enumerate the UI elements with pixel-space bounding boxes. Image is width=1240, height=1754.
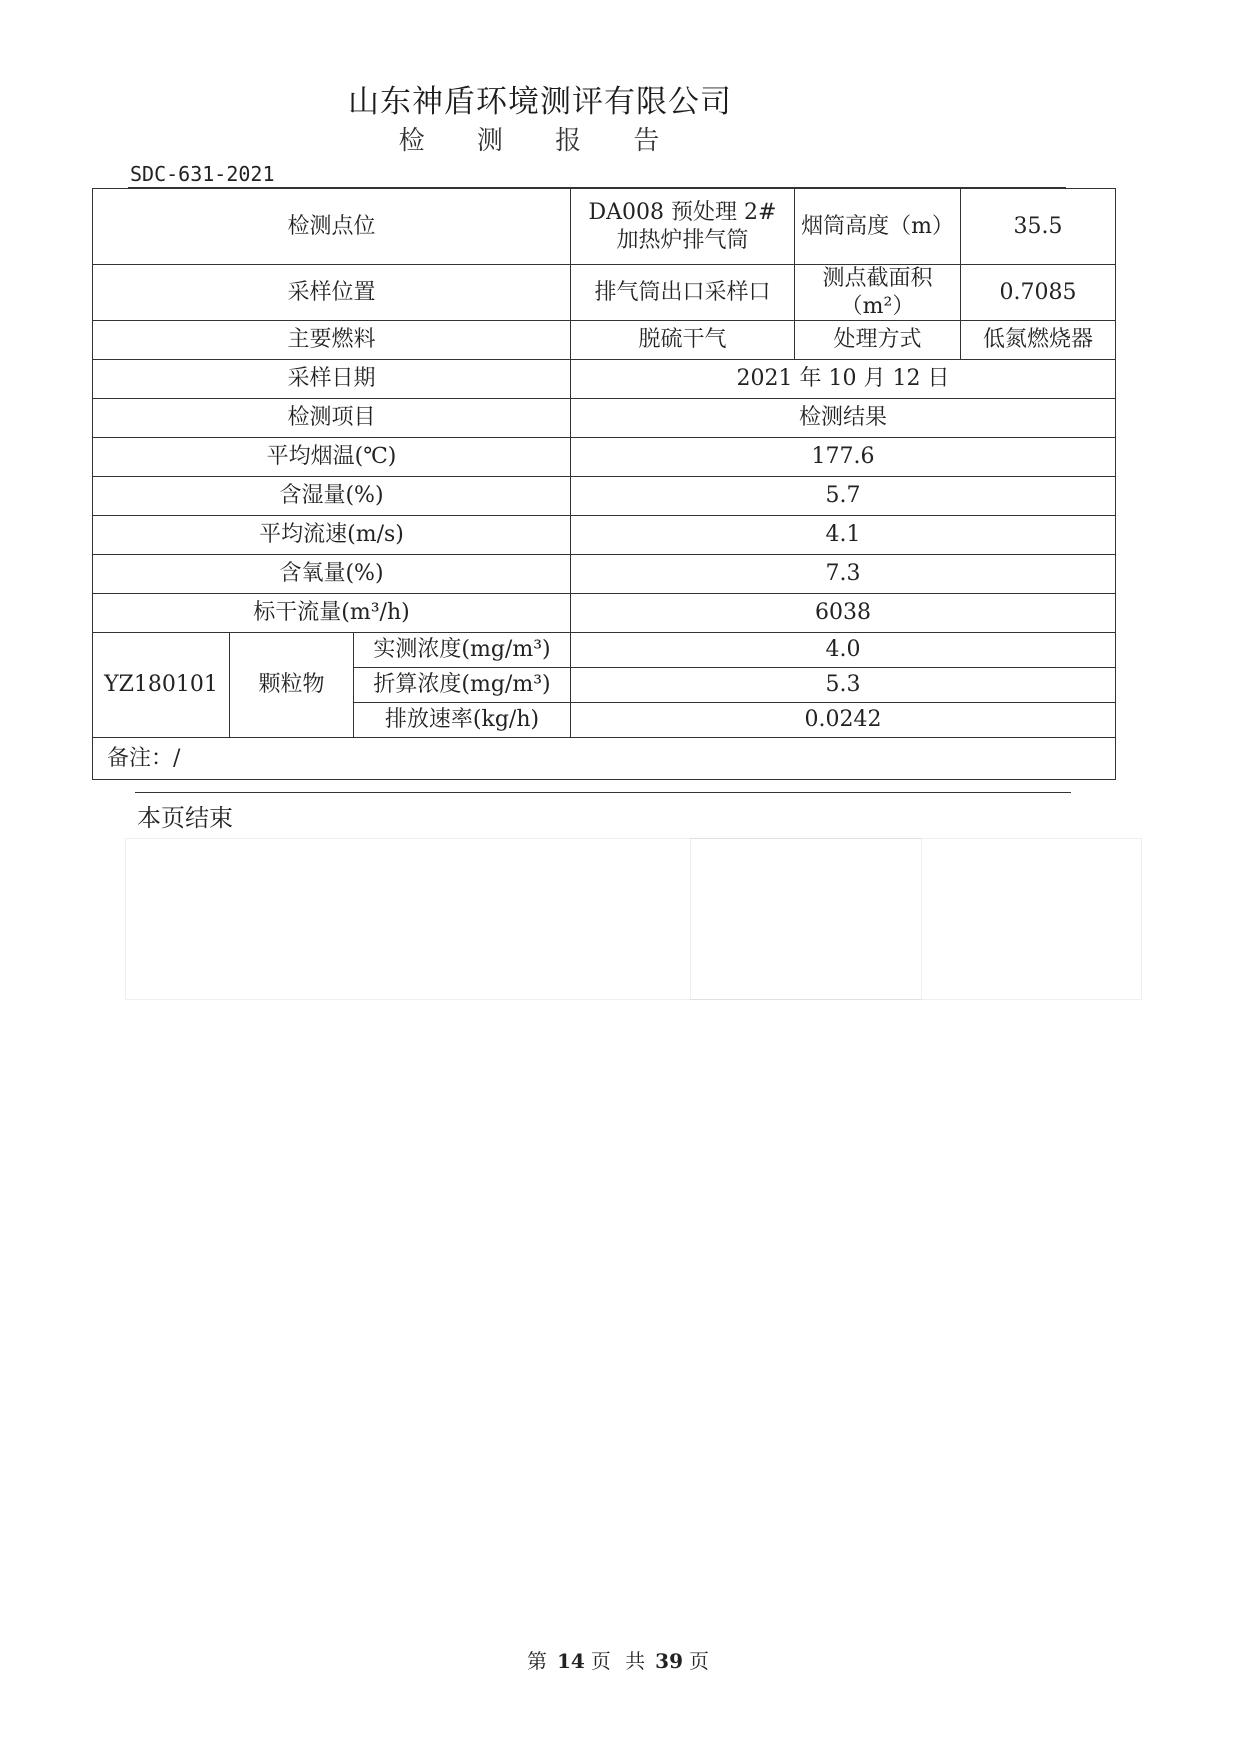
area-value: 0.7085 <box>961 265 1116 321</box>
pollutant-row-label: 排放速率(kg/h) <box>354 703 571 738</box>
end-divider <box>135 792 1071 793</box>
treatment-value: 低氮燃烧器 <box>961 321 1116 360</box>
bleed-through-lines <box>125 838 1142 1000</box>
area-label: 测点截面积（m²） <box>795 265 961 321</box>
row-value: 4.1 <box>571 516 1116 555</box>
row-label: 平均烟温(℃) <box>93 438 571 477</box>
table-row <box>93 555 1116 594</box>
treatment-label: 处理方式 <box>795 321 961 360</box>
footer-page-number: 14 <box>556 1649 585 1673</box>
point-value-line2: 加热炉排气筒 <box>616 227 749 253</box>
date-label: 采样日期 <box>93 360 571 399</box>
table-row <box>93 360 1116 399</box>
table-row <box>93 477 1116 516</box>
point-value <box>571 189 795 265</box>
table-row <box>93 633 1116 668</box>
footer-middle: 页 共 <box>590 1649 650 1673</box>
stack-height-value: 35.5 <box>961 189 1116 265</box>
row-value: 5.7 <box>571 477 1116 516</box>
page-footer <box>0 1645 1240 1674</box>
footer-suffix: 页 <box>689 1649 714 1673</box>
pollutant-row-value: 5.3 <box>571 668 1116 703</box>
footer-prefix: 第 <box>526 1649 551 1673</box>
table-row <box>93 594 1116 633</box>
report-title: 检 测 报 告 <box>398 126 682 156</box>
point-label: 检测点位 <box>93 189 571 265</box>
remark: 备注：/ <box>93 738 1116 780</box>
pollutant-row-value: 4.0 <box>571 633 1116 668</box>
pollutant-row-label: 实测浓度(mg/m³) <box>354 633 571 668</box>
sample-id: YZ180101 <box>93 633 230 738</box>
row-label: 平均流速(m/s) <box>93 516 571 555</box>
bleed-through-lines <box>690 838 922 1000</box>
item-header: 检测项目 <box>93 399 571 438</box>
table-row <box>93 738 1116 780</box>
table-row <box>93 265 1116 321</box>
pollutant-row-label: 折算浓度(mg/m³) <box>354 668 571 703</box>
date-value: 2021 年 10 月 12 日 <box>571 360 1116 399</box>
page-end-note: 本页结束 <box>137 804 233 832</box>
table-row <box>93 438 1116 477</box>
result-header: 检测结果 <box>571 399 1116 438</box>
row-value: 6038 <box>571 594 1116 633</box>
position-value: 排气筒出口采样口 <box>571 265 795 321</box>
row-value: 7.3 <box>571 555 1116 594</box>
report-number: SDC-631-2021 <box>130 162 275 186</box>
pollutant-name: 颗粒物 <box>230 633 354 738</box>
row-label: 含湿量(%) <box>93 477 571 516</box>
pollutant-row-value: 0.0242 <box>571 703 1116 738</box>
footer-total-pages: 39 <box>655 1649 684 1673</box>
table-row <box>93 516 1116 555</box>
row-label: 标干流量(m³/h) <box>93 594 571 633</box>
table-row <box>93 189 1116 265</box>
table-row <box>93 399 1116 438</box>
company-name: 山东神盾环境测评有限公司 <box>348 84 732 120</box>
row-value: 177.6 <box>571 438 1116 477</box>
fuel-label: 主要燃料 <box>93 321 571 360</box>
position-label: 采样位置 <box>93 265 571 321</box>
row-label: 含氧量(%) <box>93 555 571 594</box>
table-row <box>93 321 1116 360</box>
fuel-value: 脱硫干气 <box>571 321 795 360</box>
test-results-table <box>92 188 1116 780</box>
stack-height-label: 烟筒高度（m） <box>795 189 961 265</box>
point-value-line1: DA008 预处理 2# <box>588 200 777 225</box>
